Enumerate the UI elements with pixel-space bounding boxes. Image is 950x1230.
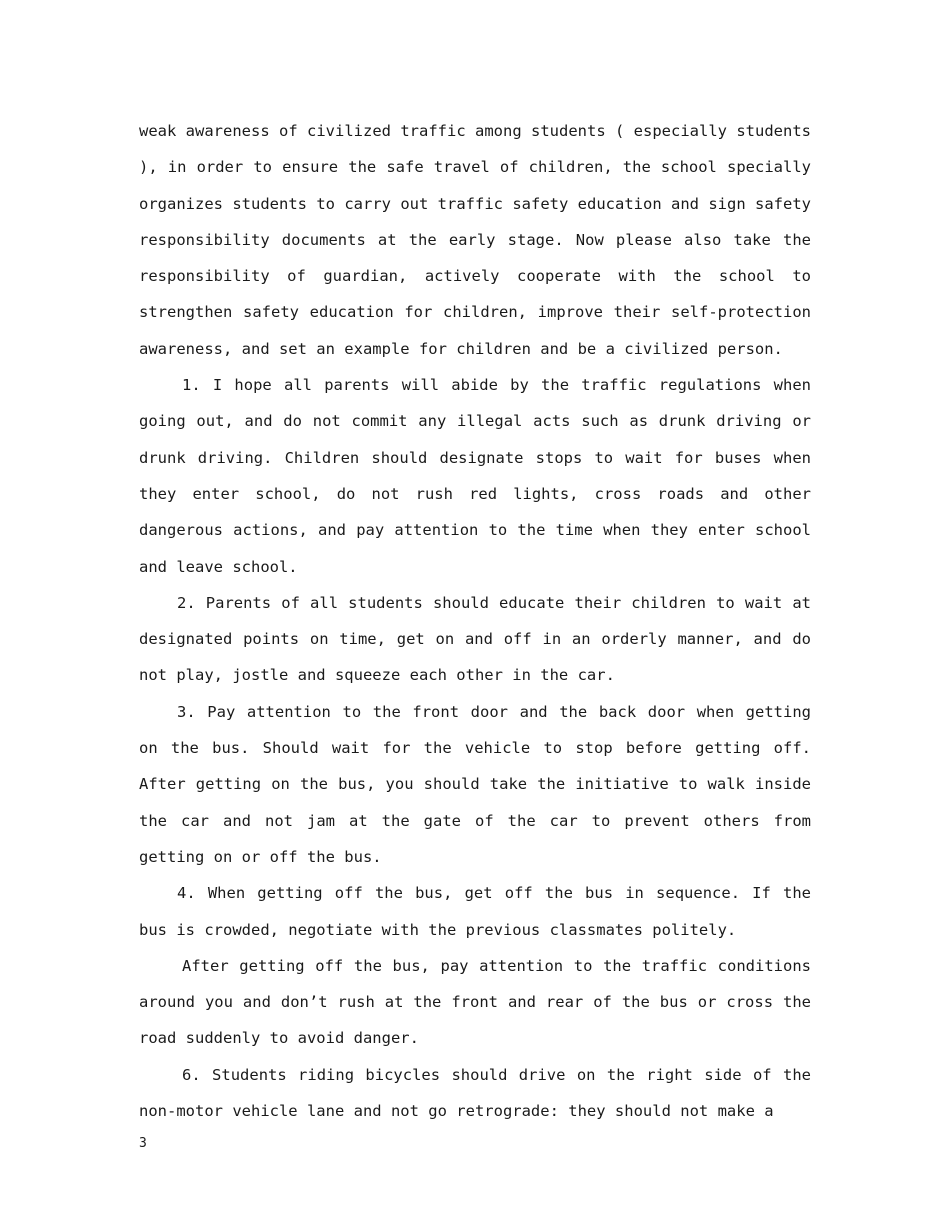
paragraph-item-6: 6. Students riding bicycles should drive on the right side of the non-motor vehicle lane and not go retrograde: they should not make a (139, 1065, 811, 1121)
paragraph-item-1: 1. I hope all parents will abide by the traffic regulations when going out, and do not commit any illegal acts such as drunk driving or drunk driving. Children should designate stops to wait for buses when they enter school, do not rush red lights, cross roads and other dangerous actions, and pay attention to the time when they enter school and leave school. (139, 376, 811, 576)
paragraph-intro: weak awareness of civilized traffic among students ( especially students ), in order to ensure the safe travel of children, the school specially organizes students to carry out traffic safety education and sign safety responsibility documents at the early stage. Now please also take the responsibility of guardian, actively cooperate with the school to strengthen safety education for children, improve their self-protection awareness, and set an example for children and be a civilized person. (139, 122, 811, 358)
paragraph-item-3: 3. Pay attention to the front door and the back door when getting on the bus. Should wait for the vehicle to stop before getting off. After getting on the bus, you should take the initiative to walk inside the car and not jam at the gate of the car to prevent others from getting on or off the bus. (139, 702, 811, 866)
body-text (139, 113, 811, 1129)
page-number: 3 (139, 1136, 147, 1151)
paragraph-item-2: 2. Parents of all students should educate their children to wait at designated points on time, get on and off in an orderly manner, and do not play, jostle and squeeze each other in the car. (139, 593, 811, 685)
paragraph-item-5: After getting off the bus, pay attention to the traffic conditions around you and don’t rush at the front and rear of the bus or cross the road suddenly to avoid danger. (139, 956, 811, 1048)
paragraph-item-4: 4. When getting off the bus, get off the bus in sequence. If the bus is crowded, negotiate with the previous classmates politely. (139, 884, 811, 939)
